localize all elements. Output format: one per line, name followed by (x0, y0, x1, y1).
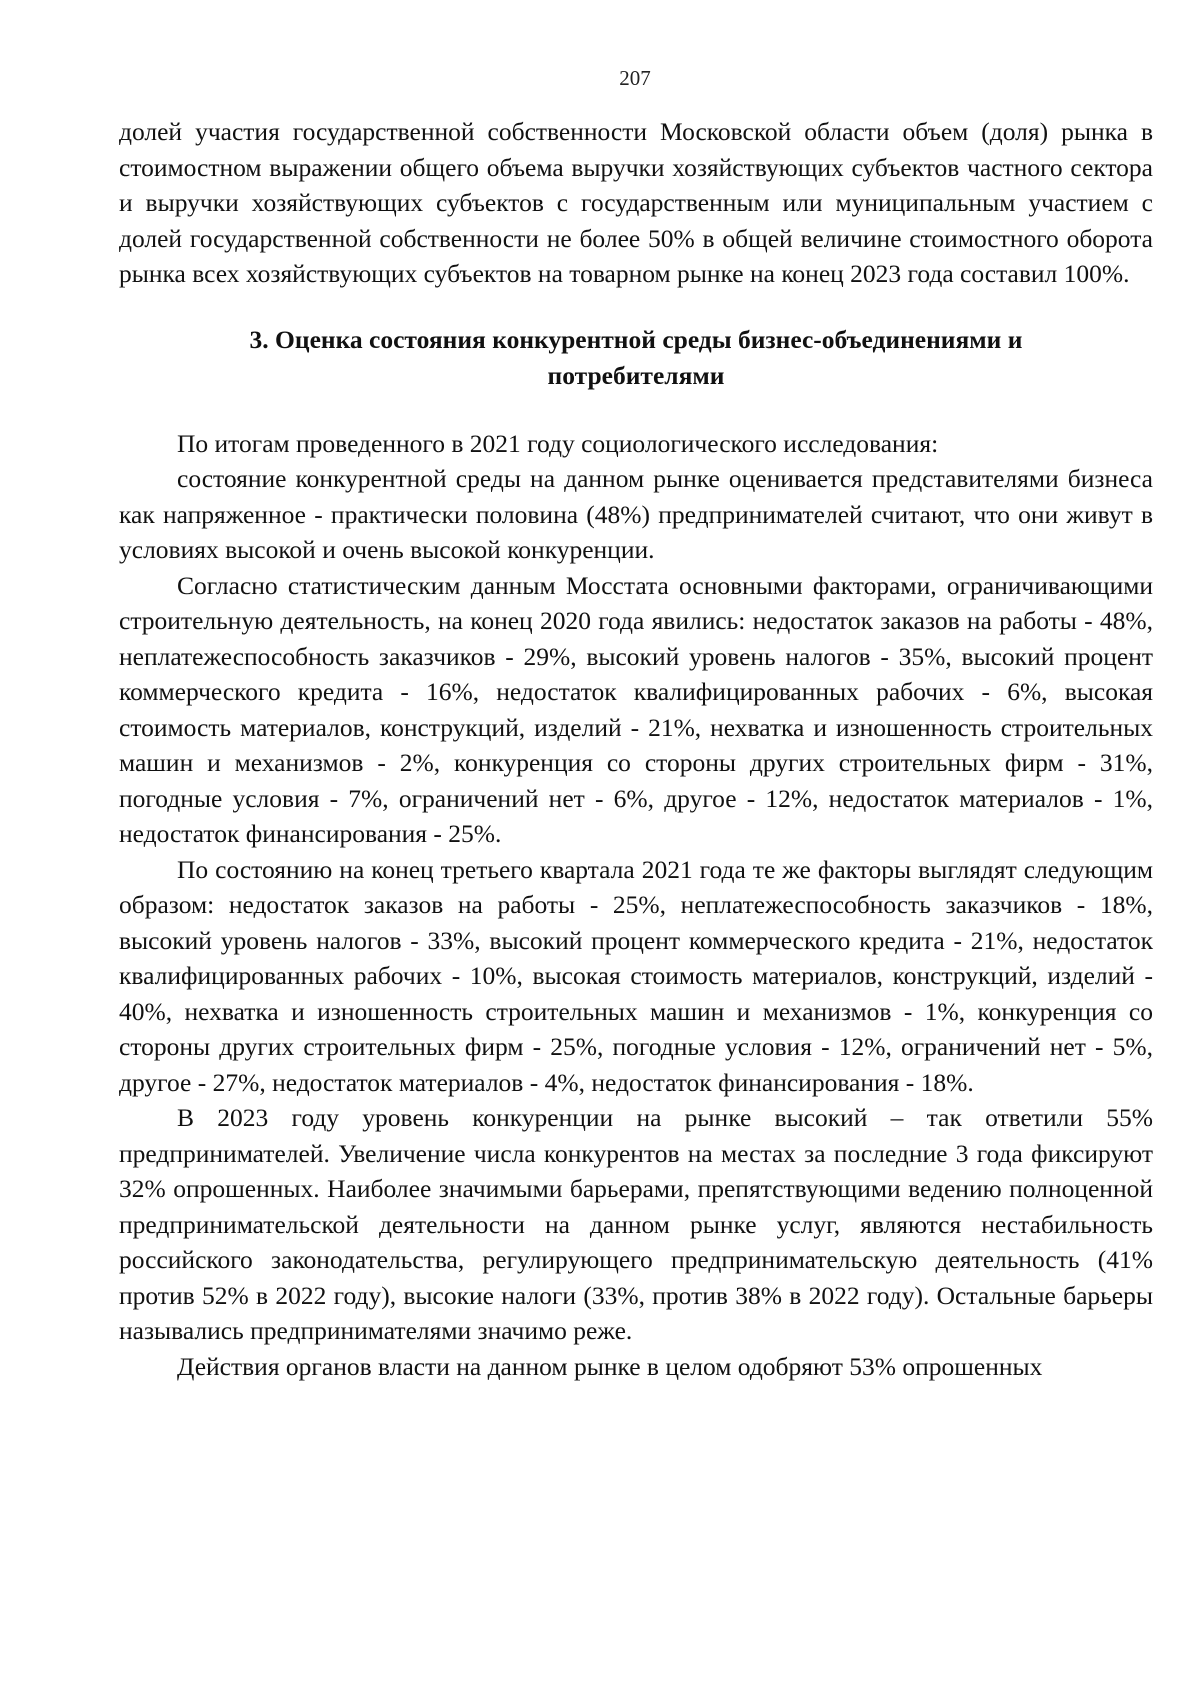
paragraph-authorities-actions: Действия органов власти на данном рынке в целом одобряют 53% опрошенных (177, 1351, 1043, 1381)
page-number: 207 (619, 66, 651, 90)
paragraph-competition-state: состояние конкурентной среды на данном рынке оценивается представителями бизнеса как напряженное - практически половина (48%) предпринимателей считают, что они живут в условиях высокой и очень высокой конкуренции. (119, 464, 1153, 564)
paragraph-factors-2020: Согласно статистическим данным Мосстата основными факторами, ограничивающими строительную деятельность, на конец 2020 года явились: недостаток заказов на работы - 48%, неплатежеспособность заказчиков - 29%, высокий уровень налогов - 35%, высокий процент коммерческого кредита - 16%, недостаток квалифицированных рабочих - 6%, высокая стоимость материалов, конструкций, изделий - 21%, нехватка и изношенность строительных машин и механизмов - 2%, конкуренция со стороны других строительных фирм - 31%, погодные условия - 7%, ограничений нет - 6%, другое - 12%, недостаток материалов - 1%, недостаток финансирования - 25%. (119, 570, 1153, 848)
page-content (119, 114, 1153, 1384)
paragraph-competition-2023: В 2023 году уровень конкуренции на рынке высокий – так ответили 55% предпринимателей. Увеличение числа конкурентов на местах за последние 3 года фиксируют 32% опрошенных. Наиболее значимыми барьерами, препятствующими ведению полноценной предпринимательской деятельности на данном рынке услуг, являются нестабильность российского законодательства, регулирующего предпринимательскую деятельность (41% против 52% в 2022 году), высокие налоги (33%, против 38% в 2022 году). Остальные барьеры назывались предпринимателями значимо реже. (119, 1103, 1153, 1345)
section-heading (119, 322, 1153, 394)
intro-paragraph: долей участия государственной собственности Московской области объем (доля) рынка в стоимостном выражении общего объема выручки хозяйствующих субъектов частного сектора и выручки хозяйствующих субъектов с государственным или муниципальным участием с долей государственной собственности не более 50% в общей величине стоимостного оборота рынка всех хозяйствующих субъектов на товарном рынке на конец 2023 года составил 100%. (119, 117, 1153, 288)
paragraph-survey-intro: По итогам проведенного в 2021 году социологического исследования: (177, 428, 939, 458)
section-heading-line-2: потребителями (547, 360, 725, 390)
paragraph-factors-2021: По состоянию на конец третьего квартала 2021 года те же факторы выглядят следующим образом: недостаток заказов на работы - 25%, неплатежеспособность заказчиков - 18%, высокий уровень налогов - 33%, высокий процент коммерческого кредита - 21%, недостаток квалифицированных рабочих - 10%, высокая стоимость материалов, конструкций, изделий - 40%, нехватка и изношенность строительных машин и механизмов - 1%, конкуренция со стороны других строительных фирм - 25%, погодные условия - 12%, ограничений нет - 5%, другое - 27%, недостаток материалов - 4%, недостаток финансирования - 18%. (119, 854, 1153, 1097)
section-heading-line-1: 3. Оценка состояния конкурентной среды бизнес-объединениями и (249, 324, 1023, 354)
